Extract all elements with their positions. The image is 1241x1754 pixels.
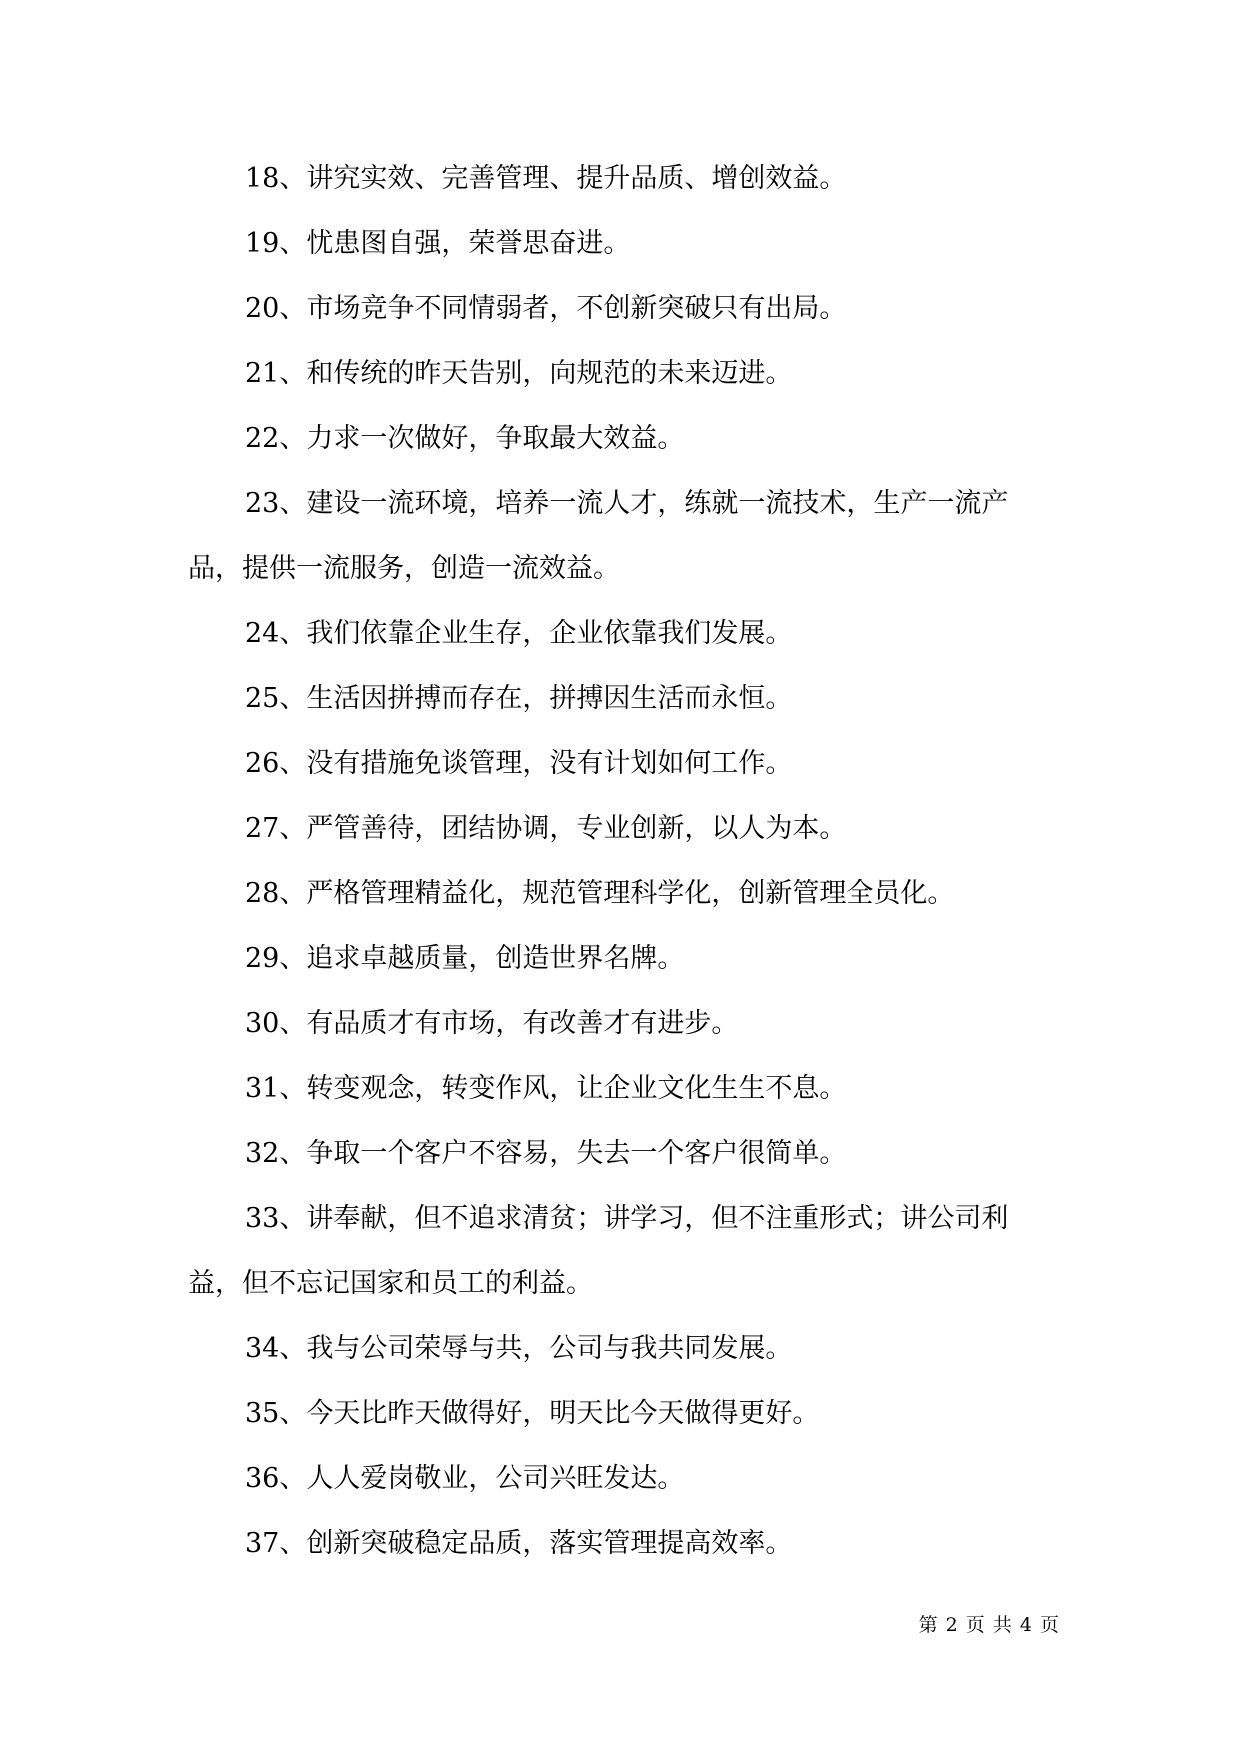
slogan-paragraph: 35、今天比昨天做得好，明天比今天做得更好。 [245,1398,820,1429]
slogan-paragraph: 26、没有措施免谈管理，没有计划如何工作。 [245,748,793,779]
slogan-paragraph: 25、生活因拼搏而存在，拼搏因生活而永恒。 [245,683,793,714]
slogan-paragraph: 31、转变观念，转变作风，让企业文化生生不息。 [245,1073,847,1104]
slogan-paragraph: 23、建设一流环境，培养一流人才，练就一流技术，生产一流产品，提供一流服务，创造一流效益。 [188,488,1009,584]
slogan-paragraph: 29、追求卓越质量，创造世界名牌。 [245,943,685,974]
slogan-paragraph: 19、忧患图自强，荣誉思奋进。 [245,228,631,259]
slogan-paragraph: 36、人人爱岗敬业，公司兴旺发达。 [245,1463,685,1494]
document-body [188,146,1058,1576]
slogan-paragraph: 33、讲奉献，但不追求清贫；讲学习，但不注重形式；讲公司利益，但不忘记国家和员工的利益。 [188,1203,1009,1299]
slogan-paragraph: 18、讲究实效、完善管理、提升品质、增创效益。 [245,163,847,194]
slogan-paragraph: 22、力求一次做好，争取最大效益。 [245,423,685,454]
slogan-paragraph: 30、有品质才有市场，有改善才有进步。 [245,1008,739,1039]
slogan-paragraph: 27、严管善待，团结协调，专业创新，以人为本。 [245,813,847,844]
slogan-paragraph: 24、我们依靠企业生存，企业依靠我们发展。 [245,618,793,649]
slogan-paragraph: 32、争取一个客户不容易，失去一个客户很简单。 [245,1138,847,1169]
slogan-paragraph: 21、和传统的昨天告别，向规范的未来迈进。 [245,358,793,389]
page-number-footer: 第 2 页 共 4 页 [918,1614,1060,1636]
slogan-paragraph: 37、创新突破稳定品质，落实管理提高效率。 [245,1528,793,1559]
slogan-paragraph: 20、市场竞争不同情弱者，不创新突破只有出局。 [245,293,847,324]
slogan-paragraph: 34、我与公司荣辱与共，公司与我共同发展。 [245,1333,793,1364]
slogan-paragraph: 28、严格管理精益化，规范管理科学化，创新管理全员化。 [245,878,955,909]
